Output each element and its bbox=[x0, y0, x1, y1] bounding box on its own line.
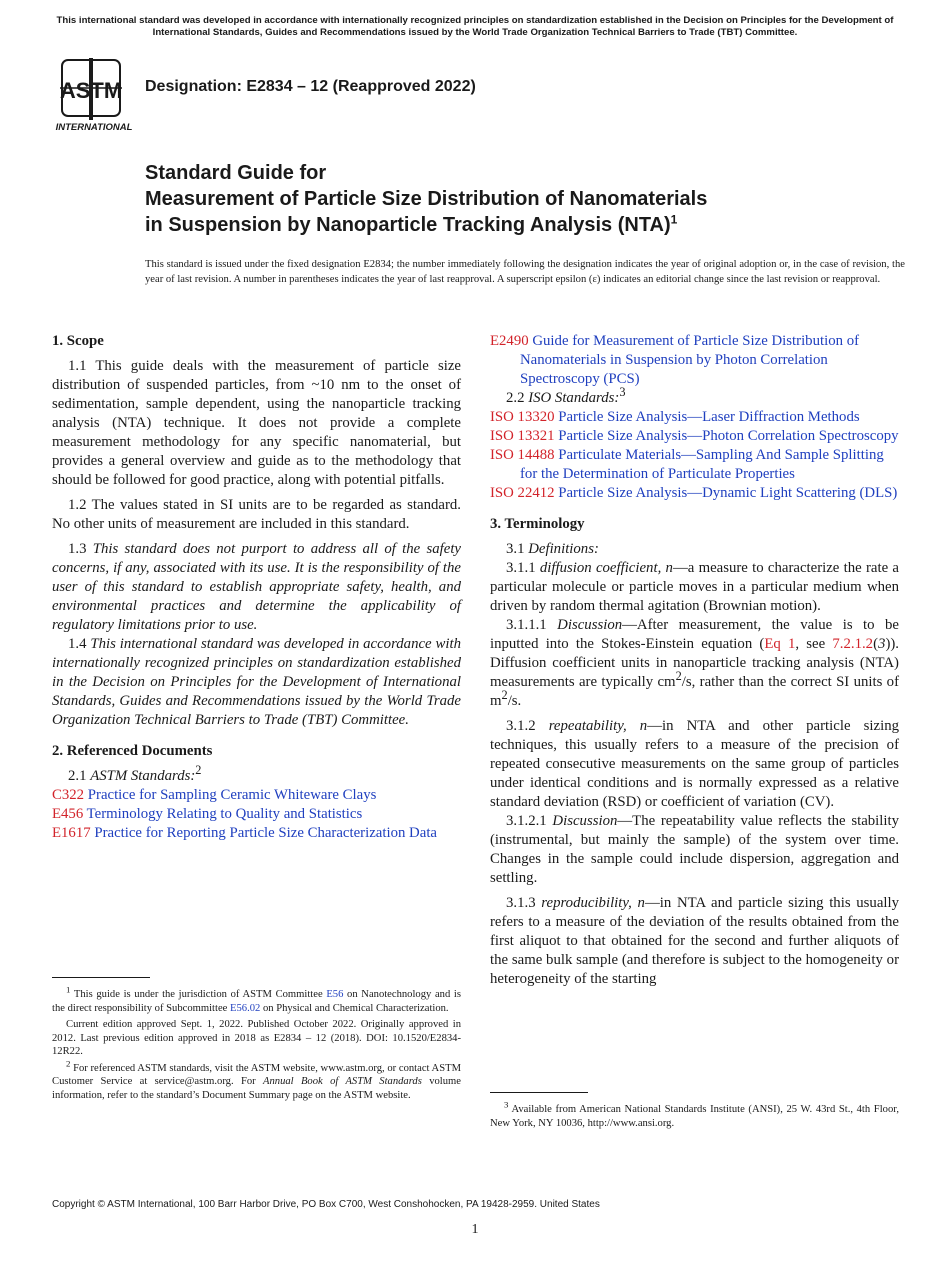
discussion-3-1-2-1: 3.1.2.1 Discussion—The repeatability value reflects the stability (instrumental, but mainly the sample) of the system over time. Changes in the sample could include dispersion, aggregation and settling. bbox=[490, 813, 899, 886]
ref-item[interactable]: C322 Practice for Sampling Ceramic Whiteware Clays bbox=[52, 787, 377, 803]
header-notice: This international standard was developed in accordance with internationally recognized principles on standardization established in the Decision on Principles for the Development of International Standards, Guides and Recommendations issued by the World Trade Organization Technical Barriers to Trade (TBT) Committee. bbox=[56, 15, 894, 38]
discussion-3-1-1-1: 3.1.1.1 Discussion—After measurement, the value is to be inputted into the Stokes-Einstein equation (Eq 1, see 7.2.1.2(3)). Diffusion coefficient units in nanoparticle tracking analysis (NTA) measurements are typically $cm^2/s$, rather than the correct SI units of $m^2/s$. bbox=[490, 617, 900, 709]
ref-item[interactable]: ISO 22412 Particle Size Analysis—Dynamic Light Scattering (DLS) bbox=[490, 485, 898, 501]
ref-item[interactable]: E2490 Guide for Measurement of Particle Size Distribution of Nanomaterials in Suspension by Photon Correlation Spectroscopy (PCS) bbox=[490, 333, 860, 387]
right-footnotes bbox=[490, 1092, 899, 1133]
astm-standards-label: 2.1 ASTM Standards:$^2$ bbox=[68, 763, 202, 784]
def-diffusion-coefficient: 3.1.1 diffusion coefficient, n—a measure to characterize the rate a particular molecule or particle moves in a particular medium when driven by random thermal agitation (Brownian motion). bbox=[490, 560, 899, 614]
footnote-1: $^1$ This guide is under the jurisdiction of ASTM Committee E56 on Nanotechnology and is the direct responsibility of Subcommittee E56.02 on Physical and Chemical Characterization. bbox=[52, 984, 461, 1014]
ref-item[interactable]: ISO 13320 Particle Size Analysis—Laser Diffraction Methods bbox=[490, 409, 860, 425]
def-repeatability: 3.1.2 repeatability, n—in NTA and other particle sizing techniques, this usually refers to a measure of the precision of repeated consecutive measurements on the same group of particles under identical conditions and is normally expressed as a relative standard deviation (RSD) or coefficient of variation (CV). bbox=[490, 718, 899, 810]
left-column bbox=[52, 332, 461, 843]
ref-item[interactable]: E1617 Practice for Reporting Particle Size Characterization Data bbox=[52, 825, 437, 841]
copyright-line: Copyright © ASTM International, 100 Barr Harbor Drive, PO Box C700, West Conshohocken, PA 19428-2959. United States bbox=[52, 1199, 600, 1210]
logo-tagline: INTERNATIONAL bbox=[55, 122, 133, 132]
footnote-1-edition: Current edition approved Sept. 1, 2022. Published October 2022. Originally approved in 2012. Last previous edition approved in 2018 as E2834 – 12 (2018). DOI: 10.1520/E2834-12R22. bbox=[52, 1019, 461, 1057]
scope-1-3: 1.3 This standard does not purport to address all of the safety concerns, if any, associated with its use. It is the responsibility of the user of this standard to establish appropriate safety, health, and environmental practices and determine the applicability of regulatory limitations prior to use. bbox=[52, 541, 461, 633]
referenced-heading: 2. Referenced Documents bbox=[52, 743, 213, 759]
astm-logo-icon bbox=[52, 58, 136, 132]
link-ref-3[interactable]: 3 bbox=[878, 636, 886, 652]
scope-heading: 1. Scope bbox=[52, 333, 104, 349]
ref-item[interactable]: ISO 14488 Particulate Materials—Sampling And Sample Splitting for the Determination of Particulate Properties bbox=[490, 447, 884, 482]
scope-1-1: 1.1 This guide deals with the measurement of particle size distribution of suspended particles, from ~10 nm to the onset of sedimentation, sample dependent, using the nanoparticle tracking analysis (NTA) technique. It does not provide a complete measurement methodology for any specific nanomaterial, but provides a general overview and guide as to the methodology that should be followed for good practice, along with potential pitfalls. bbox=[52, 358, 461, 488]
scope-1-4: 1.4 This international standard was developed in accordance with internationally recognized principles on standardization established in the Decision on Principles for the Development of International Standards, Guides and Recommendations issued by the World Trade Organization Technical Barriers to Trade (TBT) Committee. bbox=[52, 636, 461, 728]
def-reproducibility: 3.1.3 reproducibility, n—in NTA and particle sizing this usually refers to a measure of the deviation of the results obtained from the first aliquot to that obtained for the second and further aliquots of the same bulk sample (and therefore is subject to the homogeneity or heterogeneity of the starting bbox=[490, 895, 900, 987]
link-section-7-2-1-2[interactable]: 7.2.1.2 bbox=[832, 636, 874, 652]
issued-note: This standard is issued under the fixed designation E2834; the number immediately following the designation indicates the year of original adoption or, in the case of revision, the year of last revision. A number in parentheses indicates the year of last reapproval. A superscript epsilon (ε) indicates an editorial change since the last revision or reapproval. bbox=[145, 259, 905, 285]
document-title bbox=[145, 160, 905, 238]
terminology-heading: 3. Terminology bbox=[490, 516, 585, 532]
iso-standards-label: 2.2 ISO Standards:$^3$ bbox=[506, 385, 626, 406]
ref-item[interactable]: ISO 13321 Particle Size Analysis—Photon Correlation Spectroscopy bbox=[490, 428, 899, 444]
footnote-2: $^2$ For referenced ASTM standards, visit the ASTM website, www.astm.org, or contact ASTM Customer Service at service@astm.org. For Annual Book of ASTM Standards volume information, refer to the standard’s Document Summary page on the ASTM website. bbox=[52, 1057, 461, 1101]
page-number: 1 bbox=[471, 1222, 479, 1237]
link-e56-02[interactable]: E56.02 bbox=[230, 1002, 261, 1014]
ref-item[interactable]: E456 Terminology Relating to Quality and Statistics bbox=[52, 806, 363, 822]
footnote-rule bbox=[490, 1092, 588, 1093]
link-e56[interactable]: E56 bbox=[326, 989, 344, 1000]
footnote-3: $^3$ Available from American National Standards Institute (ANSI), 25 W. 43rd St., 4th Floor, New York, NY 10036, http://www.ansi.org. bbox=[490, 1099, 899, 1129]
link-eq-1[interactable]: Eq 1 bbox=[764, 636, 796, 652]
left-footnotes bbox=[52, 977, 461, 1105]
title-footnote-mark[interactable]: 1 bbox=[670, 212, 678, 227]
title-line-1: Standard Guide for bbox=[145, 162, 327, 184]
title-line-3: in Suspension by Nanoparticle Tracking Analysis (NTA)$^1$ bbox=[145, 212, 678, 236]
footnote-rule bbox=[52, 977, 150, 978]
right-column bbox=[490, 332, 899, 989]
title-line-2: Measurement of Particle Size Distribution of Nanomaterials bbox=[145, 188, 708, 210]
scope-1-2: 1.2 The values stated in SI units are to be regarded as standard. No other units of measurement are included in this standard. bbox=[52, 497, 461, 532]
designation: Designation: E2834 – 12 (Reapproved 2022) bbox=[145, 78, 476, 95]
definitions-label: 3.1 Definitions: bbox=[506, 541, 599, 557]
logo-letters: ASTM bbox=[59, 78, 123, 103]
astm-logo bbox=[52, 58, 136, 132]
